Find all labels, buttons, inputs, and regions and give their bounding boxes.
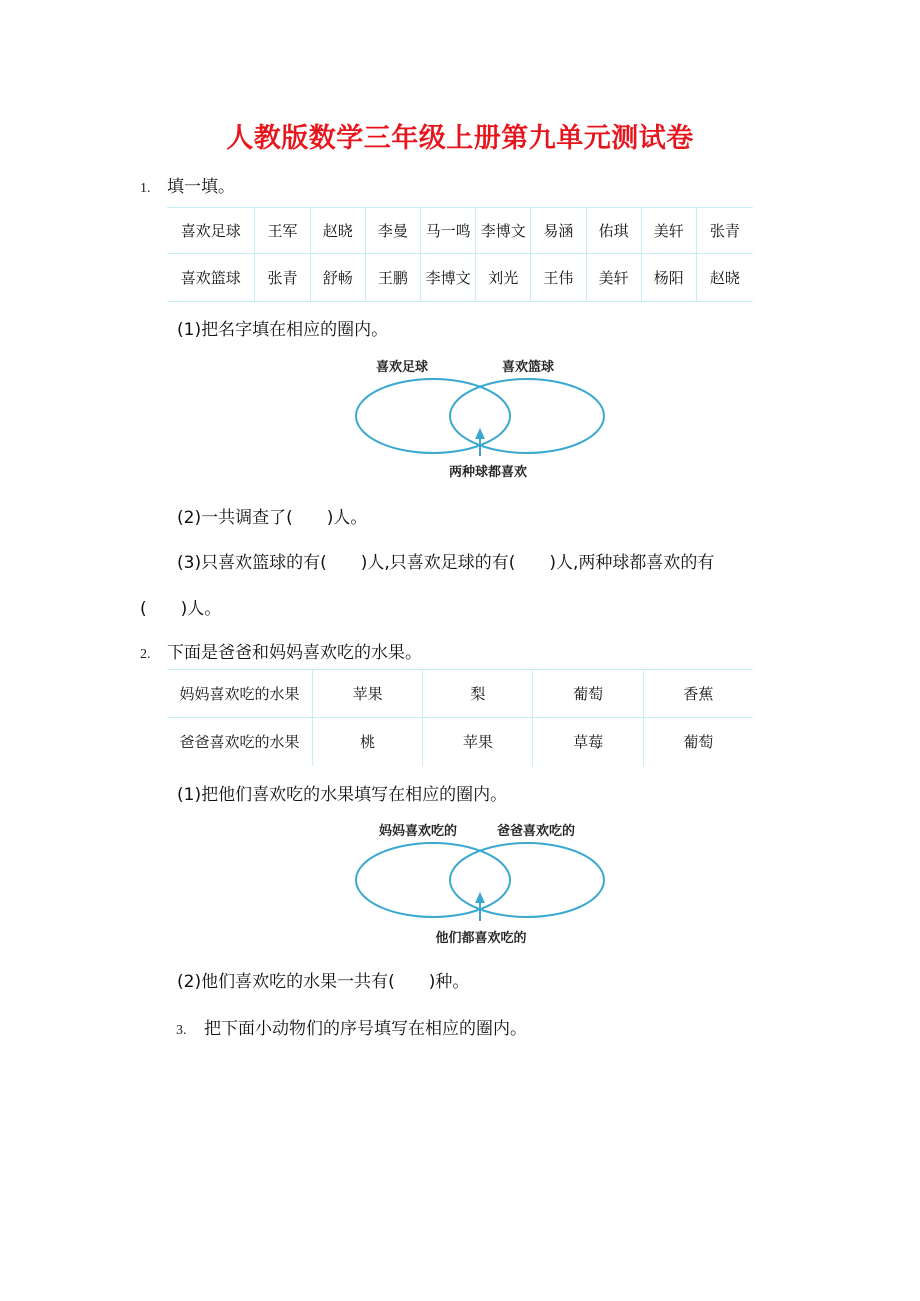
- question-text: 下面是爸爸和妈妈喜欢吃的水果。: [167, 643, 422, 663]
- table-cell: 易涵: [531, 208, 586, 254]
- venn-left-circle: [356, 843, 510, 917]
- table-row-header: 喜欢篮球: [167, 254, 255, 302]
- venn-left-circle: [356, 379, 510, 453]
- arrow-up-icon: [475, 428, 485, 456]
- question-text: 填一填。: [167, 177, 235, 197]
- fruit-table: [167, 669, 753, 766]
- question-1-part-1: (1)把名字填在相应的圈内。: [177, 320, 389, 340]
- venn-bottom-label: 两种球都喜欢: [448, 465, 528, 480]
- venn-diagram-fruits: [350, 818, 610, 950]
- table-cell: 李博文: [420, 254, 475, 302]
- venn-right-label: 喜欢篮球: [501, 360, 555, 375]
- question-number: 3.: [176, 1023, 187, 1038]
- table-cell: 美轩: [641, 208, 696, 254]
- table-cell: 王鹏: [365, 254, 420, 302]
- table-cell: 杨阳: [641, 254, 696, 302]
- table-cell: 马一鸣: [420, 208, 475, 254]
- table-cell: 刘光: [476, 254, 531, 302]
- table-cell: 赵晓: [310, 208, 365, 254]
- venn-left-label: 喜欢足球: [375, 360, 429, 375]
- question-1-part-3-continued: ( )人。: [140, 599, 222, 619]
- table-row-header: 爸爸喜欢吃的水果: [179, 733, 300, 752]
- question-2-part-1: (1)把他们喜欢吃的水果填写在相应的圈内。: [177, 785, 508, 805]
- table-cell: 桃: [312, 718, 422, 766]
- table-cell: 葡萄: [533, 670, 643, 718]
- table-cell: 张青: [696, 208, 753, 254]
- table-cell: 苹果: [312, 670, 422, 718]
- table-cell: 舒畅: [310, 254, 365, 302]
- table-row-header: 妈妈喜欢吃的水果: [167, 670, 312, 718]
- venn-right-label: 爸爸喜欢吃的: [496, 824, 576, 839]
- table-cell: 李曼: [365, 208, 420, 254]
- venn-diagram-sports: [350, 352, 610, 484]
- venn-right-circle: [450, 843, 604, 917]
- table-cell: 梨: [423, 670, 533, 718]
- question-1-part-2: (2)一共调查了( )人。: [177, 508, 368, 528]
- venn-bottom-label: 他们都喜欢吃的: [435, 931, 527, 946]
- venn-right-circle: [450, 379, 604, 453]
- page-title: 人教版数学三年级上册第九单元测试卷: [226, 123, 694, 154]
- football-basketball-table: [167, 207, 753, 302]
- question-2: [140, 638, 422, 663]
- table-cell: 张青: [255, 254, 310, 302]
- question-1-part-3: (3)只喜欢篮球的有( )人,只喜欢足球的有( )人,两种球都喜欢的有: [177, 553, 715, 573]
- table-cell: 赵晓: [696, 254, 753, 302]
- table-cell: 美轩: [586, 254, 641, 302]
- table-cell: 王军: [255, 208, 310, 254]
- table-cell: 李博文: [476, 208, 531, 254]
- table-cell: 苹果: [423, 718, 533, 766]
- question-3: [176, 1014, 527, 1039]
- table-cell: 草莓: [533, 718, 643, 766]
- table-row-header: 喜欢足球: [167, 208, 255, 254]
- table-cell: 香蕉: [643, 670, 753, 718]
- table-cell: 佑琪: [586, 208, 641, 254]
- table-cell: 葡萄: [643, 718, 753, 766]
- question-number: 2.: [140, 647, 151, 662]
- question-1: [140, 172, 235, 197]
- table-cell: 王伟: [531, 254, 586, 302]
- question-text: 把下面小动物们的序号填写在相应的圈内。: [204, 1019, 527, 1039]
- venn-left-label: 妈妈喜欢吃的: [378, 824, 458, 839]
- question-number: 1.: [140, 181, 151, 196]
- arrow-up-icon: [475, 892, 485, 921]
- question-2-part-2: (2)他们喜欢吃的水果一共有( )种。: [177, 972, 470, 992]
